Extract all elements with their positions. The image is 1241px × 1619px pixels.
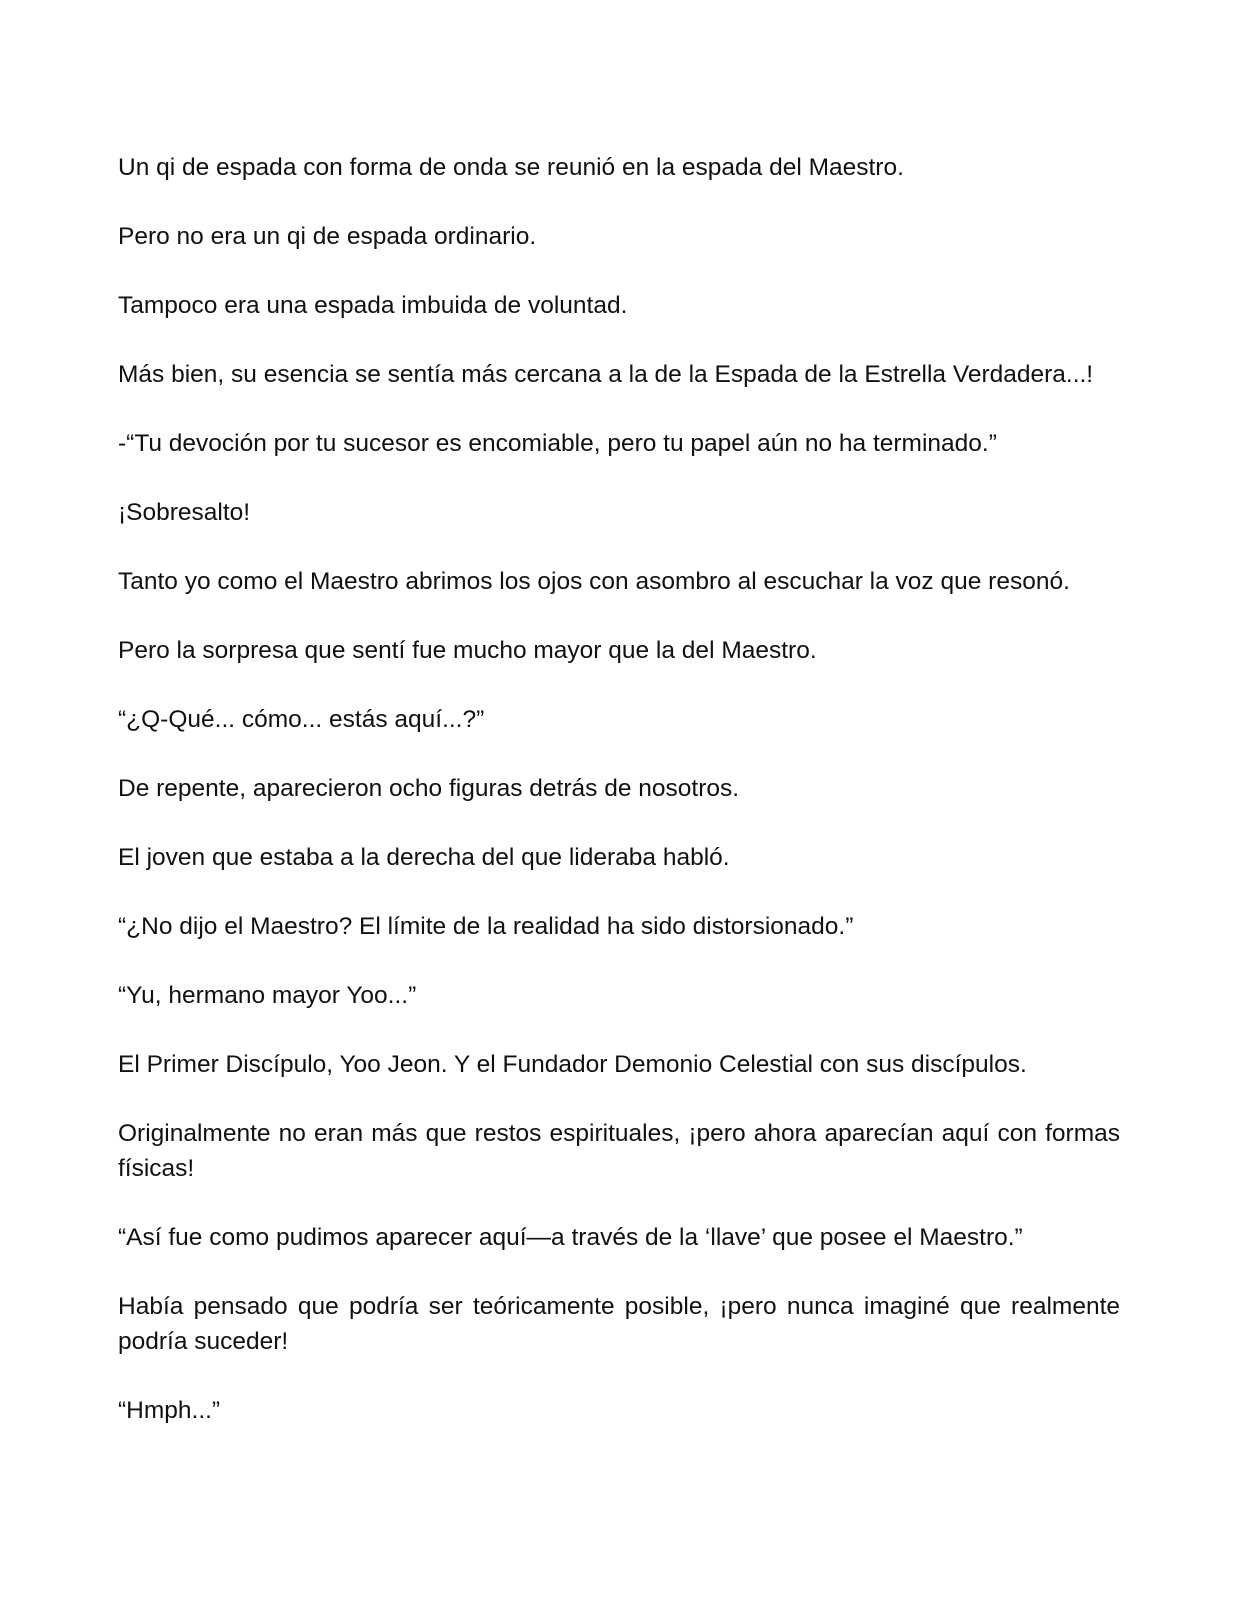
paragraph: El joven que estaba a la derecha del que lideraba habló. — [118, 844, 730, 871]
paragraph: Un qi de espada con forma de onda se reunió en la espada del Maestro. — [118, 154, 904, 181]
paragraph: Había pensado que podría ser teóricamente posible, ¡pero nunca imaginé que realmente podría suceder! — [118, 1293, 1120, 1355]
paragraph: “Así fue como pudimos aparecer aquí—a través de la ‘llave’ que posee el Maestro.” — [118, 1224, 1023, 1251]
paragraph: “¿Q-Qué... cómo... estás aquí...?” — [118, 706, 485, 733]
paragraph: Pero no era un qi de espada ordinario. — [118, 223, 537, 250]
paragraph: De repente, aparecieron ocho figuras detrás de nosotros. — [118, 775, 740, 802]
paragraph: “Hmph...” — [118, 1397, 221, 1424]
paragraph: Más bien, su esencia se sentía más cercana a la de la Espada de la Estrella Verdadera...! — [118, 361, 1094, 388]
paragraph: “Yu, hermano mayor Yoo...” — [118, 982, 417, 1009]
paragraph: -“Tu devoción por tu sucesor es encomiable, pero tu papel aún no ha terminado.” — [118, 430, 997, 457]
paragraph: El Primer Discípulo, Yoo Jeon. Y el Fundador Demonio Celestial con sus discípulos. — [118, 1051, 1027, 1078]
paragraph: ¡Sobresalto! — [118, 499, 251, 526]
paragraph: Tampoco era una espada imbuida de voluntad. — [118, 292, 628, 319]
paragraph: Pero la sorpresa que sentí fue mucho mayor que la del Maestro. — [118, 637, 817, 664]
paragraph: Originalmente no eran más que restos espirituales, ¡pero ahora aparecían aquí con formas físicas! — [118, 1120, 1120, 1182]
paragraph: Tanto yo como el Maestro abrimos los ojos con asombro al escuchar la voz que resonó. — [118, 568, 1070, 595]
paragraph: “¿No dijo el Maestro? El límite de la realidad ha sido distorsionado.” — [118, 913, 854, 940]
document-body — [118, 150, 1120, 1462]
